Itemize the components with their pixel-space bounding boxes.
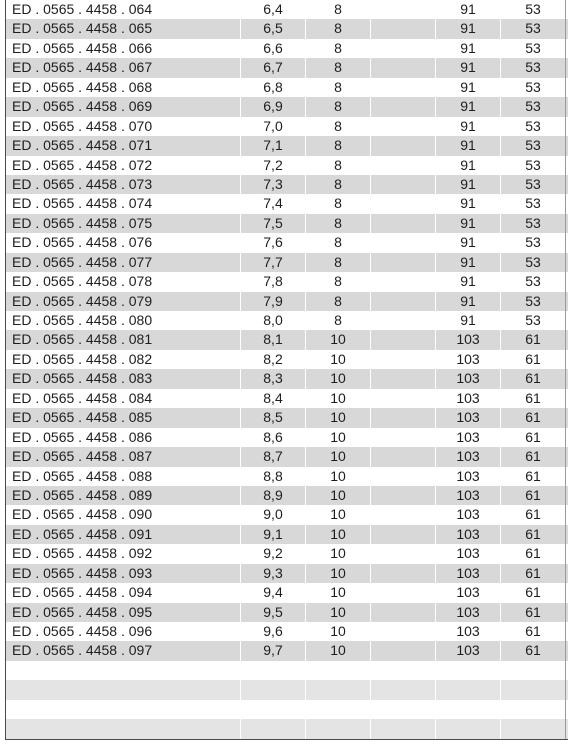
flute-length-cell: 53 — [525, 273, 541, 290]
table-row — [6, 330, 568, 349]
part-number-cell: ED . 0565 . 4458 . 090 — [12, 506, 153, 523]
part-number-cell: ED . 0565 . 4458 . 065 — [12, 20, 153, 37]
quantity-cell: 8 — [334, 98, 342, 115]
quantity-cell: 8 — [334, 59, 342, 76]
length-cell: 103 — [456, 545, 480, 562]
length-cell: 103 — [456, 486, 480, 503]
part-number-cell: ED . 0565 . 4458 . 089 — [12, 486, 153, 503]
length-cell: 91 — [460, 156, 476, 173]
empty-table-row — [6, 700, 568, 719]
flute-length-cell: 61 — [525, 506, 541, 523]
diameter-cell: 8,5 — [263, 409, 283, 426]
flute-length-cell: 61 — [525, 584, 541, 601]
length-cell: 103 — [456, 331, 480, 348]
quantity-cell: 10 — [330, 486, 346, 503]
part-number-cell: ED . 0565 . 4458 . 072 — [12, 156, 153, 173]
quantity-cell: 8 — [334, 253, 342, 270]
table-row — [6, 136, 568, 155]
flute-length-cell: 53 — [525, 292, 541, 309]
flute-length-cell: 53 — [525, 117, 541, 134]
flute-length-cell: 61 — [525, 623, 541, 639]
flute-length-cell: 53 — [525, 59, 541, 76]
table-row — [6, 39, 568, 58]
length-cell: 103 — [456, 623, 480, 639]
length-cell: 91 — [460, 253, 476, 270]
part-number-cell: ED . 0565 . 4458 . 085 — [12, 409, 153, 426]
empty-table-row — [6, 719, 568, 738]
table-row — [6, 369, 568, 388]
length-cell: 103 — [456, 584, 480, 601]
part-number-cell: ED . 0565 . 4458 . 083 — [12, 370, 153, 387]
quantity-cell: 10 — [330, 428, 346, 445]
table-row — [6, 447, 568, 466]
diameter-cell: 6,4 — [263, 1, 283, 17]
flute-length-cell: 53 — [525, 253, 541, 270]
table-row — [6, 622, 568, 641]
diameter-cell: 7,3 — [263, 175, 283, 192]
quantity-cell: 10 — [330, 389, 346, 406]
table-row — [6, 117, 568, 136]
table-body — [6, 0, 568, 739]
flute-length-cell: 61 — [525, 389, 541, 406]
quantity-cell: 10 — [330, 545, 346, 562]
quantity-cell: 10 — [330, 564, 346, 581]
length-cell: 91 — [460, 78, 476, 95]
table-row — [6, 564, 568, 583]
quantity-cell: 8 — [334, 1, 342, 17]
part-number-cell: ED . 0565 . 4458 . 076 — [12, 234, 153, 251]
quantity-cell: 8 — [334, 137, 342, 154]
diameter-cell: 7,0 — [263, 117, 283, 134]
part-number-cell: ED . 0565 . 4458 . 069 — [12, 98, 153, 115]
diameter-cell: 6,9 — [263, 98, 283, 115]
length-cell: 91 — [460, 1, 476, 17]
length-cell: 91 — [460, 59, 476, 76]
part-number-cell: ED . 0565 . 4458 . 097 — [12, 642, 153, 659]
flute-length-cell: 61 — [525, 331, 541, 348]
flute-length-cell: 61 — [525, 603, 541, 620]
diameter-cell: 8,4 — [263, 389, 283, 406]
flute-length-cell: 53 — [525, 1, 541, 17]
diameter-cell: 9,0 — [263, 506, 283, 523]
flute-length-cell: 61 — [525, 525, 541, 542]
quantity-cell: 8 — [334, 117, 342, 134]
length-cell: 103 — [456, 389, 480, 406]
part-number-cell: ED . 0565 . 4458 . 070 — [12, 117, 153, 134]
quantity-cell: 8 — [334, 273, 342, 290]
table-row — [6, 603, 568, 622]
table-row — [6, 272, 568, 291]
diameter-cell: 6,8 — [263, 78, 283, 95]
diameter-cell: 8,2 — [263, 350, 283, 367]
length-cell: 103 — [456, 448, 480, 465]
diameter-cell: 8,1 — [263, 331, 283, 348]
flute-length-cell: 53 — [525, 195, 541, 212]
quantity-cell: 8 — [334, 39, 342, 56]
quantity-cell: 10 — [330, 409, 346, 426]
quantity-cell: 8 — [334, 195, 342, 212]
diameter-cell: 7,9 — [263, 292, 283, 309]
table-row — [6, 505, 568, 524]
part-number-cell: ED . 0565 . 4458 . 080 — [12, 312, 153, 328]
flute-length-cell: 61 — [525, 467, 541, 484]
diameter-cell: 7,8 — [263, 273, 283, 290]
flute-length-cell: 61 — [525, 564, 541, 581]
length-cell: 103 — [456, 642, 480, 659]
quantity-cell: 8 — [334, 156, 342, 173]
length-cell: 91 — [460, 195, 476, 212]
diameter-cell: 9,6 — [263, 623, 283, 639]
length-cell: 91 — [460, 292, 476, 309]
diameter-cell: 9,3 — [263, 564, 283, 581]
quantity-cell: 8 — [334, 214, 342, 231]
flute-length-cell: 53 — [525, 78, 541, 95]
table-row — [6, 544, 568, 563]
flute-length-cell: 53 — [525, 175, 541, 192]
flute-length-cell: 53 — [525, 137, 541, 154]
quantity-cell: 8 — [334, 78, 342, 95]
table-row — [6, 583, 568, 602]
quantity-cell: 10 — [330, 331, 346, 348]
length-cell: 91 — [460, 117, 476, 134]
flute-length-cell: 61 — [525, 428, 541, 445]
length-cell: 103 — [456, 564, 480, 581]
flute-length-cell: 61 — [525, 370, 541, 387]
quantity-cell: 8 — [334, 175, 342, 192]
table-row — [6, 389, 568, 408]
flute-length-cell: 61 — [525, 350, 541, 367]
part-number-cell: ED . 0565 . 4458 . 068 — [12, 78, 153, 95]
quantity-cell: 10 — [330, 448, 346, 465]
flute-length-cell: 53 — [525, 234, 541, 251]
diameter-cell: 9,7 — [263, 642, 283, 659]
length-cell: 91 — [460, 175, 476, 192]
flute-length-cell: 61 — [525, 486, 541, 503]
empty-table-row — [6, 661, 568, 680]
length-cell: 91 — [460, 39, 476, 56]
length-cell: 91 — [460, 273, 476, 290]
part-number-cell: ED . 0565 . 4458 . 075 — [12, 214, 153, 231]
part-number-cell: ED . 0565 . 4458 . 093 — [12, 564, 153, 581]
flute-length-cell: 53 — [525, 312, 541, 328]
diameter-cell: 8,6 — [263, 428, 283, 445]
quantity-cell: 8 — [334, 312, 342, 328]
flute-length-cell: 61 — [525, 545, 541, 562]
part-number-cell: ED . 0565 . 4458 . 081 — [12, 331, 153, 348]
diameter-cell: 6,7 — [263, 59, 283, 76]
table-row — [6, 0, 568, 19]
diameter-cell: 6,5 — [263, 20, 283, 37]
diameter-cell: 8,3 — [263, 370, 283, 387]
part-number-cell: ED . 0565 . 4458 . 095 — [12, 603, 153, 620]
part-number-cell: ED . 0565 . 4458 . 082 — [12, 350, 153, 367]
table-row — [6, 311, 568, 330]
quantity-cell: 8 — [334, 292, 342, 309]
table-row — [6, 97, 568, 116]
length-cell: 91 — [460, 20, 476, 37]
part-number-cell: ED . 0565 . 4458 . 088 — [12, 467, 153, 484]
part-number-cell: ED . 0565 . 4458 . 087 — [12, 448, 153, 465]
quantity-cell: 10 — [330, 642, 346, 659]
length-cell: 103 — [456, 525, 480, 542]
diameter-cell: 8,0 — [263, 312, 283, 328]
diameter-cell: 8,8 — [263, 467, 283, 484]
table-row — [6, 408, 568, 427]
part-number-cell: ED . 0565 . 4458 . 079 — [12, 292, 153, 309]
quantity-cell: 10 — [330, 506, 346, 523]
length-cell: 91 — [460, 137, 476, 154]
length-cell: 103 — [456, 506, 480, 523]
flute-length-cell: 53 — [525, 156, 541, 173]
part-number-cell: ED . 0565 . 4458 . 092 — [12, 545, 153, 562]
flute-length-cell: 61 — [525, 642, 541, 659]
flute-length-cell: 61 — [525, 448, 541, 465]
diameter-cell: 8,9 — [263, 486, 283, 503]
table-row — [6, 78, 568, 97]
quantity-cell: 10 — [330, 370, 346, 387]
part-number-cell: ED . 0565 . 4458 . 066 — [12, 39, 153, 56]
table-row — [6, 194, 568, 213]
part-number-cell: ED . 0565 . 4458 . 094 — [12, 584, 153, 601]
part-number-cell: ED . 0565 . 4458 . 067 — [12, 59, 153, 76]
diameter-cell: 7,4 — [263, 195, 283, 212]
table-row — [6, 156, 568, 175]
flute-length-cell: 53 — [525, 214, 541, 231]
table-row — [6, 486, 568, 505]
part-number-cell: ED . 0565 . 4458 . 086 — [12, 428, 153, 445]
part-number-cell: ED . 0565 . 4458 . 074 — [12, 195, 153, 212]
length-cell: 103 — [456, 409, 480, 426]
part-number-cell: ED . 0565 . 4458 . 096 — [12, 623, 153, 639]
quantity-cell: 8 — [334, 20, 342, 37]
table-row — [6, 292, 568, 311]
part-number-cell: ED . 0565 . 4458 . 084 — [12, 389, 153, 406]
table-row — [6, 350, 568, 369]
length-cell: 91 — [460, 312, 476, 328]
table-row — [6, 233, 568, 252]
length-cell: 103 — [456, 350, 480, 367]
table-row — [6, 428, 568, 447]
quantity-cell: 8 — [334, 234, 342, 251]
length-cell: 91 — [460, 98, 476, 115]
part-number-cell: ED . 0565 . 4458 . 078 — [12, 273, 153, 290]
empty-table-row — [6, 680, 568, 699]
length-cell: 103 — [456, 428, 480, 445]
table-row — [6, 175, 568, 194]
part-number-cell: ED . 0565 . 4458 . 073 — [12, 175, 153, 192]
length-cell: 91 — [460, 234, 476, 251]
length-cell: 91 — [460, 214, 476, 231]
diameter-cell: 7,7 — [263, 253, 283, 270]
flute-length-cell: 53 — [525, 20, 541, 37]
diameter-cell: 9,2 — [263, 545, 283, 562]
table-row — [6, 19, 568, 38]
part-number-cell: ED . 0565 . 4458 . 091 — [12, 525, 153, 542]
quantity-cell: 10 — [330, 525, 346, 542]
diameter-cell: 9,4 — [263, 584, 283, 601]
flute-length-cell: 61 — [525, 409, 541, 426]
diameter-cell: 7,5 — [263, 214, 283, 231]
length-cell: 103 — [456, 370, 480, 387]
flute-length-cell: 53 — [525, 39, 541, 56]
length-cell: 103 — [456, 467, 480, 484]
diameter-cell: 7,2 — [263, 156, 283, 173]
diameter-cell: 9,1 — [263, 525, 283, 542]
table-row — [6, 525, 568, 544]
length-cell: 103 — [456, 603, 480, 620]
diameter-cell: 6,6 — [263, 39, 283, 56]
table-row — [6, 253, 568, 272]
part-number-cell: ED . 0565 . 4458 . 071 — [12, 137, 153, 154]
quantity-cell: 10 — [330, 603, 346, 620]
parts-table — [5, 0, 568, 740]
diameter-cell: 7,1 — [263, 137, 283, 154]
table-row — [6, 58, 568, 77]
quantity-cell: 10 — [330, 467, 346, 484]
table-row — [6, 467, 568, 486]
quantity-cell: 10 — [330, 350, 346, 367]
quantity-cell: 10 — [330, 623, 346, 639]
part-number-cell: ED . 0565 . 4458 . 077 — [12, 253, 153, 270]
table-row — [6, 214, 568, 233]
table-row — [6, 641, 568, 660]
diameter-cell: 8,7 — [263, 448, 283, 465]
flute-length-cell: 53 — [525, 98, 541, 115]
quantity-cell: 10 — [330, 584, 346, 601]
part-number-cell: ED . 0565 . 4458 . 064 — [12, 1, 153, 17]
diameter-cell: 7,6 — [263, 234, 283, 251]
diameter-cell: 9,5 — [263, 603, 283, 620]
